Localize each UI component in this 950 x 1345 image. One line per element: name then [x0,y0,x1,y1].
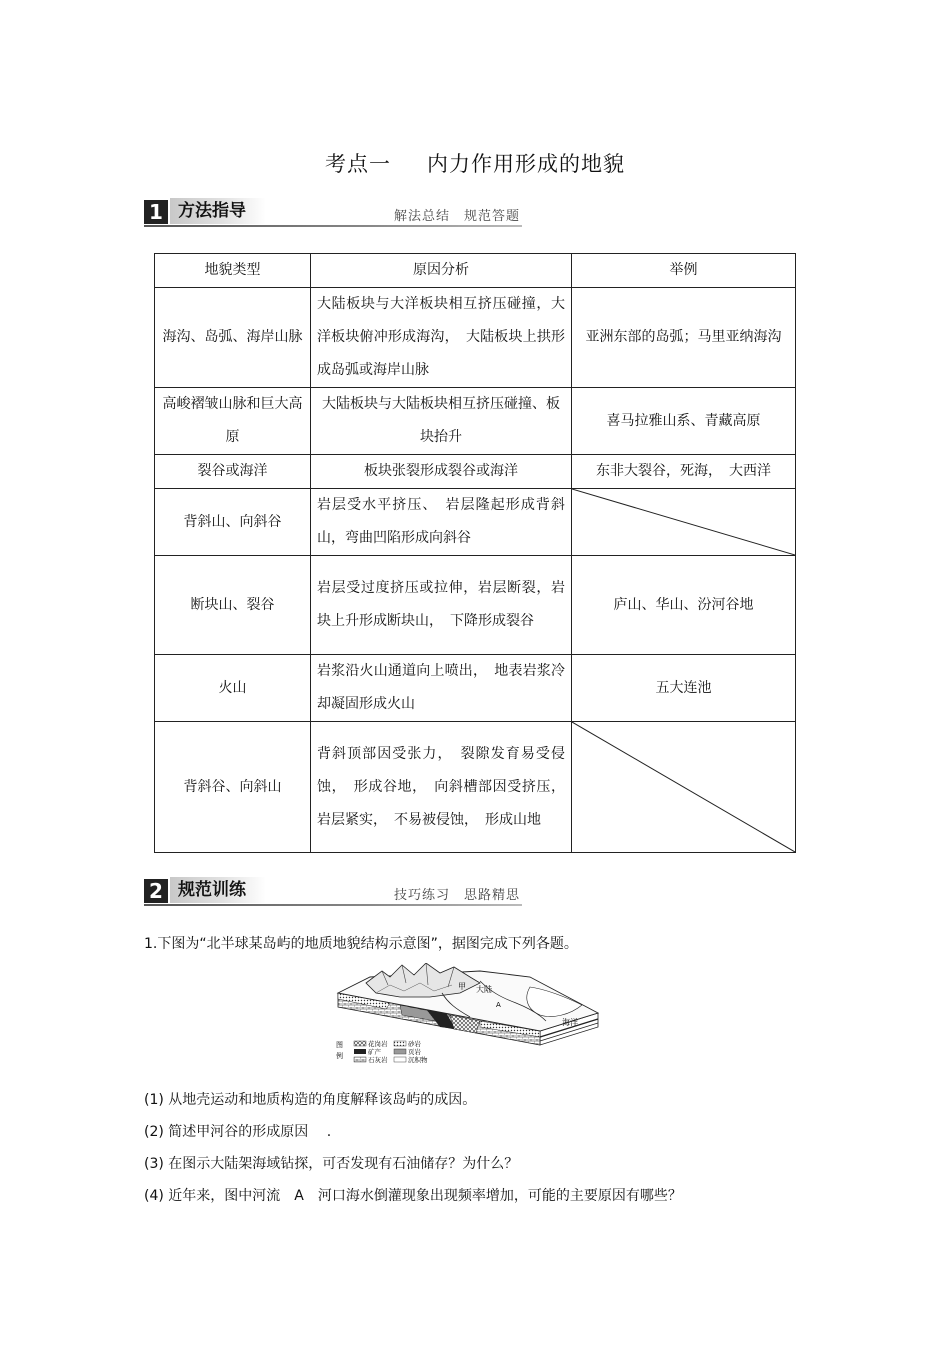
section-number: 1 [144,200,168,224]
label-jia: 甲 [458,982,466,991]
table-row [155,388,796,455]
section-number: 2 [144,879,168,903]
legend-limestone: 石灰岩 [368,1056,388,1064]
table-row [155,655,796,722]
header-cell: 举例 [572,254,796,288]
cause-cell: 大陆板块与大洋板块相互挤压碰撞，大洋板块俯冲形成海沟， 大陆板块上拱形成岛弧或海岸山脉 [311,288,572,388]
example-cell: 东非大裂谷，死海， 大西洋 [572,455,796,489]
type-cell: 断块山、裂谷 [155,556,311,655]
header-cell: 地貌类型 [155,254,311,288]
section-rule [144,904,522,906]
legend-title-1: 图 [336,1041,343,1049]
page-title [0,148,950,178]
table-row [155,288,796,388]
cause-cell: 板块张裂形成裂谷或海洋 [311,455,572,489]
section-label: 方法指导 [170,198,266,224]
example-cell: 亚洲东部的岛弧；马里亚纳海沟 [572,288,796,388]
type-cell: 海沟、岛弧、海岸山脉 [155,288,311,388]
question-intro: 1.下图为“北半球某岛屿的地质地貌结构示意图”，据图完成下列各题。 [144,936,578,952]
question-1: (1) 从地壳运动和地质构造的角度解释该岛屿的成因。 [144,1092,477,1108]
geology-diagram [330,963,608,1068]
question-3: (3) 在图示大陆架海域钻探，可否发现有石油储存？为什么？ [144,1156,519,1172]
legend-shale: 页岩 [408,1048,421,1056]
legend-sediment: 沉积物 [408,1056,428,1064]
section-subtitle: 解法总结 规范答题 [394,209,521,224]
type-cell: 裂谷或海洋 [155,455,311,489]
cause-cell: 大陆板块与大陆板块相互挤压碰撞、板块抬升 [311,388,572,455]
header-cell: 原因分析 [311,254,572,288]
cause-cell: 背斜顶部因受张力， 裂隙发育易受侵蚀， 形成谷地， 向斜槽部因受挤压，岩层紧实， 不易被侵蚀， 形成山地 [311,722,572,853]
label-river-a: A [496,1001,501,1009]
table-row [155,556,796,655]
type-cell: 高峻褶皱山脉和巨大高原 [155,388,311,455]
table-row [155,489,796,556]
example-cell: 五大连池 [572,655,796,722]
type-cell: 背斜谷、向斜山 [155,722,311,853]
cause-cell: 岩浆沿火山通道向上喷出， 地表岩浆冷却凝固形成火山 [311,655,572,722]
type-cell: 火山 [155,655,311,722]
cause-cell: 岩层受过度挤压或拉伸，岩层断裂，岩块上升形成断块山， 下降形成裂谷 [311,556,572,655]
empty-diagonal-cell [572,489,796,556]
section-header-training [144,877,524,907]
legend-title-2: 例 [336,1052,343,1060]
section-header-method [144,198,524,228]
title-part1: 考点一 [325,152,391,176]
section-label: 规范训练 [170,877,266,903]
landform-table [154,253,796,853]
table-row [155,455,796,489]
label-ocean: 海洋 [562,1018,578,1027]
table-row [155,722,796,853]
example-cell: 庐山、华山、汾河谷地 [572,556,796,655]
section-rule [144,225,522,227]
cause-cell: 岩层受水平挤压、 岩层隆起形成背斜山，弯曲凹陷形成向斜谷 [311,489,572,556]
question-4: (4) 近年来，图中河流 A 河口海水倒灌现象出现频率增加，可能的主要原因有哪些？ [144,1188,682,1204]
title-part2: 内力作用形成的地貌 [427,152,625,176]
section-subtitle: 技巧练习 思路精思 [394,888,521,903]
question-2: (2) 简述甲河谷的形成原因 . [144,1124,332,1140]
legend-granite: 花岗岩 [368,1040,388,1048]
label-continent: 大陆 [476,985,492,994]
table-header-row [155,254,796,288]
type-cell: 背斜山、向斜谷 [155,489,311,556]
legend-ore: 矿产 [368,1048,381,1056]
legend-sandstone: 砂岩 [408,1040,421,1048]
example-cell: 喜马拉雅山系、青藏高原 [572,388,796,455]
empty-diagonal-cell [572,722,796,853]
